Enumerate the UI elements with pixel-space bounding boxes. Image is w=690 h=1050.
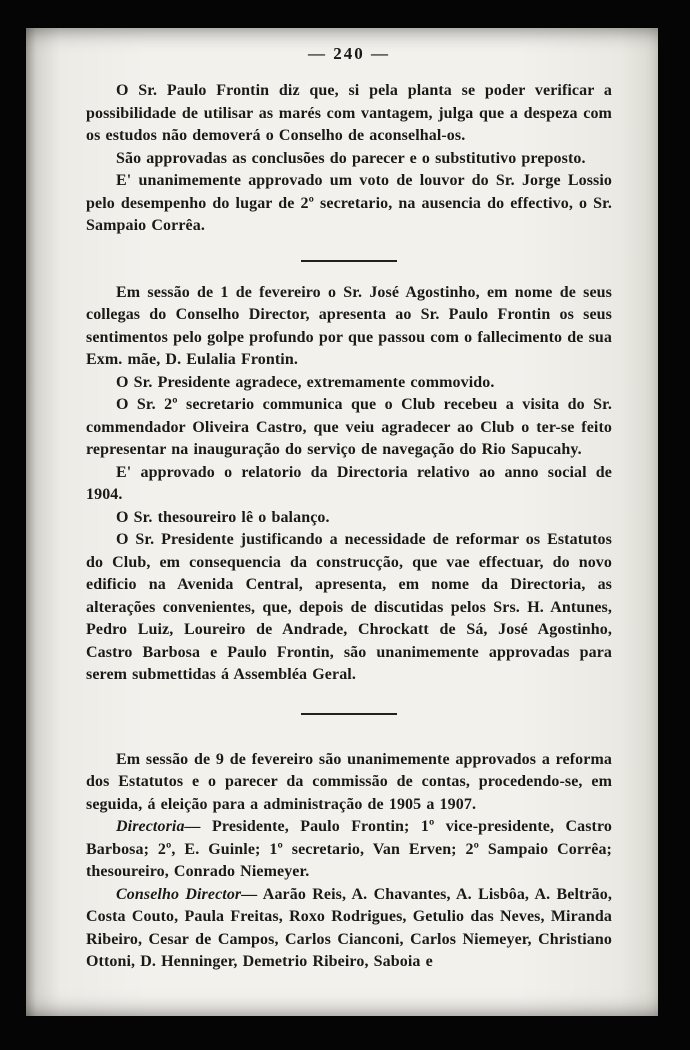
paragraph-1: O Sr. Paulo Frontin diz que, si pela planta se poder verificar a possibilidade de utilisar as marés com vantagem, julga que a despeza com os estudos não demoverá o Conselho de aconselhal-os. [86, 82, 612, 144]
paragraph-9: O Sr. Presidente justificando a necessidade de reformar os Estatutos do Club, em consequencia da construcção, que vae effectuar, do novo edificio na Avenida Central, apresenta, em nome da Directoria, as alterações convenientes, que, depois de discutidas pelos Srs. H. Antunes, Pedro Luiz, Loureiro de Andrade, Chrockatt de Sá, José Agostinho, Castro Barbosa e Paulo Frontin, são unanimemente approvadas para serem submettidas á Assembléa Geral. [86, 531, 612, 683]
paragraph-3: E' unanimemente approvado um voto de louvor do Sr. Jorge Lossio pelo desempenho do lugar de 2º secretario, na ausencia do effectivo, o Sr. Sampaio Corrêa. [86, 172, 612, 234]
paragraph-text: Presidente, Paulo Frontin; 1º vice-presidente, Castro Barbosa; 2º, E. Guinle; 1º secretario, Van Erven; 2º Sampaio Corrêa; thesoureiro, Conrado Niemeyer. [86, 818, 612, 880]
text-block [86, 44, 612, 974]
paragraph-4: Em sessão de 1 de fevereiro o Sr. José Agostinho, em nome de seus collegas do Conselho Director, apresenta ao Sr. Paulo Frontin os seus sentimentos pelo golpe profundo por que passou com o fallecimento de sua Exm. mãe, D. Eulalia Frontin. [86, 283, 612, 368]
section-divider [301, 713, 397, 715]
paragraph-6: O Sr. 2º secretario communica que o Club recebeu a visita do Sr. commendador Oliveira Castro, que veiu agradecer ao Club o ter-se feito representar na inauguração do serviço de navegação do Rio Sapucahy. [86, 396, 612, 458]
section-divider [301, 260, 397, 262]
paragraph-2: São approvadas as conclusões do parecer e o substitutivo preposto. [116, 149, 586, 167]
paragraph-7: E' approvado o relatorio da Directoria relativo ao anno social de 1904. [86, 463, 612, 503]
paragraph-5: O Sr. Presidente agradece, extremamente commovido. [116, 373, 495, 391]
paragraph-text: Aarão Reis, A. Chavantes, A. Lisbôa, A. Beltrão, Costa Couto, Paula Freitas, Roxo Rodrigues, Getulio das Neves, Miranda Ribeiro, Cesar de Campos, Carlos Cianconi, Carlos Niemeyer, Christiano Ottoni, D. Henninger, Demetrio Ribeiro, Saboia e [86, 885, 612, 970]
paragraph-lead: Directoria— [116, 818, 201, 835]
paragraph-lead: Conselho Director— [116, 885, 258, 903]
paragraph-11 [86, 816, 612, 884]
document-page [26, 28, 658, 1016]
page-number: — 240 — [308, 44, 390, 63]
paragraph-8: O Sr. thesoureiro lê o balanço. [116, 508, 330, 526]
paragraph-12 [86, 884, 612, 974]
paragraph-10: Em sessão de 9 de fevereiro são unanimemente approvados a reforma dos Estatutos e o parecer da commissão de contas, procedendo-se, em seguida, á eleição para a administração de 1905 a 1907. [86, 750, 612, 813]
